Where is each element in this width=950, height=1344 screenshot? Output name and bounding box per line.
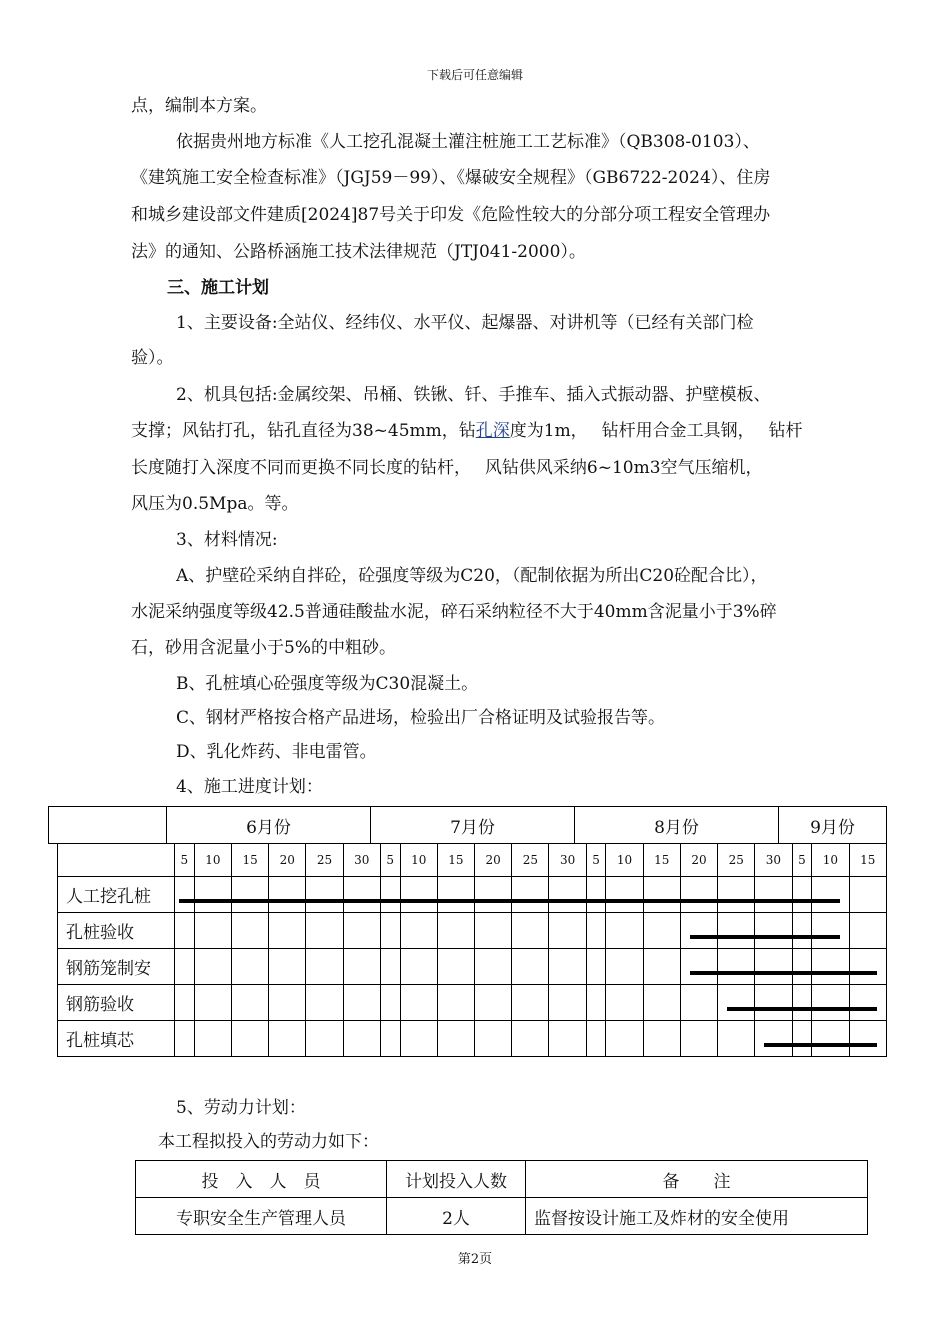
month-corner-cell [49,807,167,844]
grid-cell [175,877,195,913]
task-name: 钢筋笼制安 [58,949,175,985]
tick-label: 10 [194,844,231,877]
text-line [131,419,803,443]
grid-cell [849,1021,887,1057]
text-line: 点，编制本方案。 [131,96,267,116]
task-name: 人工挖孔桩 [58,877,175,913]
grid-cell [755,949,792,985]
text-span: 支撑；风钻打孔，钻孔直径为38~45mm，钻 [131,421,476,441]
task-bar [179,899,839,903]
labor-header-cell: 备 注 [526,1161,868,1198]
tick-label: 20 [269,844,306,877]
grid-cell [380,877,400,913]
text-line: 依据贵州地方标准《人工挖孔混凝土灌注桩施工工艺标准》（QB308-0103）、 [176,132,760,152]
grid-cell [380,1021,400,1057]
grid-cell [343,985,380,1021]
grid-cell [400,1021,437,1057]
labor-row [136,1198,868,1235]
tick-label: 20 [475,844,512,877]
labor-header-cell: 投 入 人 员 [136,1161,387,1198]
task-row [58,949,887,985]
text-line: 风压为0.5Mpa。等。 [131,494,299,514]
grid-cell [606,985,643,1021]
grid-cell [680,1021,717,1057]
grid-cell [643,1021,680,1057]
tick-label: 30 [755,844,792,877]
labor-role-cell: 专职安全生产管理人员 [136,1198,387,1235]
grid-cell [231,949,268,985]
month-cell: 7月份 [371,807,575,844]
grid-cell [475,985,512,1021]
text-span: 度为1m， 钻杆用合金工具钢， 钻杆 [509,421,803,441]
grid-cell [849,985,887,1021]
task-row [58,913,887,949]
text-line: D、乳化炸药、非电雷管。 [176,742,377,762]
text-line: 法》的通知、公路桥涵施工技术法律规范（JTJ041-2000）。 [131,242,586,262]
text-line: 1、主要设备:全站仪、经纬仪、水平仪、起爆器、对讲机等（已经有关部门检 [176,313,754,333]
grid-cell [718,985,755,1021]
grid-cell [437,1021,474,1057]
text-line: 2、机具包括:金属绞架、吊桶、铁锹、钎、手推车、插入式振动器、护壁模板、 [176,385,771,405]
tick-label: 10 [400,844,437,877]
text-line: B、孔桩填心砼强度等级为C30混凝土。 [176,674,479,694]
schedule-month-table [48,806,887,844]
tick-label: 25 [306,844,343,877]
grid-cell [549,985,586,1021]
grid-cell [549,877,586,913]
text-line: 5、劳动力计划： [176,1098,306,1118]
tick-label: 5 [380,844,400,877]
grid-cell [194,913,231,949]
tick-label: 15 [643,844,680,877]
grid-cell [175,1021,195,1057]
grid-cell [512,913,549,949]
grid-cell [812,985,849,1021]
grid-cell [194,985,231,1021]
labor-table [135,1160,868,1235]
page-header: 下载后可任意编辑 [426,68,523,82]
grid-cell [755,1021,792,1057]
grid-cell [400,985,437,1021]
grid-cell [343,1021,380,1057]
text-line: 石，砂用含泥量小于5%的中粗砂。 [131,638,396,658]
grid-cell [586,877,606,913]
grid-cell [175,913,195,949]
labor-header-row [136,1161,868,1198]
grid-cell [475,949,512,985]
text-line: C、钢材严格按合格产品进场，检验出厂合格证明及试验报告等。 [176,708,666,728]
grid-cell [475,913,512,949]
tick-label: 5 [175,844,195,877]
grid-cell [606,877,643,913]
schedule-gantt-table [57,843,887,1057]
grid-cell [549,913,586,949]
grid-cell [606,913,643,949]
grid-cell [755,985,792,1021]
grid-cell [549,1021,586,1057]
grid-cell [437,877,474,913]
grid-cell [812,949,849,985]
grid-cell [643,913,680,949]
grid-cell [792,949,812,985]
grid-cell [380,949,400,985]
tick-label: 15 [437,844,474,877]
grid-cell [306,985,343,1021]
grid-cell [437,913,474,949]
task-bar [727,1007,877,1011]
grid-cell [512,877,549,913]
text-line: 3、材料情况: [176,530,278,550]
grid-cell [792,877,812,913]
grid-cell [343,877,380,913]
grid-cell [680,877,717,913]
task-bar [764,1043,877,1047]
tick-corner-cell [58,844,175,877]
grid-cell [849,913,887,949]
grid-cell [343,949,380,985]
task-row [58,985,887,1021]
grid-cell [269,1021,306,1057]
grid-cell [586,913,606,949]
grid-cell [643,985,680,1021]
grid-cell [175,985,195,1021]
grid-cell [812,877,849,913]
grid-cell [792,985,812,1021]
text-line: A、护壁砼采纳自拌砼，砼强度等级为C20，（配制依据为所出C20砼配合比）， [176,566,768,586]
tick-label: 15 [231,844,268,877]
grid-cell [512,949,549,985]
grid-cell [194,949,231,985]
grid-cell [586,949,606,985]
task-row [58,1021,887,1057]
grid-cell [231,913,268,949]
grid-cell [755,913,792,949]
task-bar [690,935,840,939]
grid-cell [437,949,474,985]
grid-cell [606,1021,643,1057]
grid-cell [849,949,887,985]
task-bar [690,971,877,975]
grid-cell [680,949,717,985]
grid-cell [643,877,680,913]
tick-label: 5 [792,844,812,877]
grid-cell [400,949,437,985]
grid-cell [643,949,680,985]
grid-cell [400,877,437,913]
grid-cell [755,877,792,913]
grid-cell [380,985,400,1021]
tick-label: 25 [512,844,549,877]
grid-cell [269,949,306,985]
text-line: 和城乡建设部文件建质[2024]87号关于印发《危险性较大的分部分项工程安全管理办 [131,205,771,225]
grid-cell [231,877,268,913]
grid-cell [269,877,306,913]
section-heading: 三、施工计划 [167,278,269,298]
labor-header-cell: 计划投入人数 [387,1161,526,1198]
grid-cell [269,913,306,949]
month-cell: 6月份 [167,807,371,844]
grid-cell [680,985,717,1021]
text-line: 本工程拟投入的劳动力如下： [158,1132,379,1152]
grid-cell [718,1021,755,1057]
grid-cell [380,913,400,949]
task-row [58,877,887,913]
grid-cell [792,913,812,949]
tick-row [58,844,887,877]
tick-label: 30 [549,844,586,877]
grid-cell [194,1021,231,1057]
grid-cell [586,985,606,1021]
task-name: 孔桩填芯 [58,1021,175,1057]
hole-depth-link[interactable]: 孔深 [475,421,510,441]
task-name: 孔桩验收 [58,913,175,949]
tick-label: 10 [606,844,643,877]
grid-cell [194,877,231,913]
grid-cell [586,1021,606,1057]
task-name: 钢筋验收 [58,985,175,1021]
tick-label: 30 [343,844,380,877]
tick-label: 15 [849,844,887,877]
grid-cell [812,913,849,949]
labor-count-cell: 2人 [387,1198,526,1235]
grid-cell [475,877,512,913]
grid-cell [718,913,755,949]
grid-cell [849,877,887,913]
grid-cell [812,1021,849,1057]
grid-cell [512,1021,549,1057]
tick-label: 5 [586,844,606,877]
grid-cell [231,985,268,1021]
grid-cell [437,985,474,1021]
grid-cell [680,913,717,949]
grid-cell [306,1021,343,1057]
grid-cell [549,949,586,985]
text-line: 《建筑施工安全检查标准》（JGJ59－99）、《爆破安全规程》（GB6722-2024）、住房 [131,168,771,188]
grid-cell [306,877,343,913]
text-line: 验）。 [131,348,174,368]
month-cell: 8月份 [575,807,779,844]
page-footer: 第2页 [457,1252,493,1267]
tick-label: 10 [812,844,849,877]
text-line: 长度随打入深度不同而更换不同长度的钻杆， 风钻供风采纳6~10m3空气压缩机， [131,458,763,478]
grid-cell [306,949,343,985]
grid-cell [606,949,643,985]
tick-label: 20 [680,844,717,877]
text-line: 水泥采纳强度等级42.5普通硅酸盐水泥，碎石采纳粒径不大于40mm含泥量小于3%碎 [131,602,777,622]
grid-cell [343,913,380,949]
grid-cell [475,1021,512,1057]
grid-cell [718,877,755,913]
grid-cell [269,985,306,1021]
grid-cell [231,1021,268,1057]
grid-cell [400,913,437,949]
grid-cell [792,1021,812,1057]
month-cell: 9月份 [779,807,887,844]
grid-cell [306,913,343,949]
text-line: 4、施工进度计划： [176,777,323,797]
grid-cell [512,985,549,1021]
grid-cell [718,949,755,985]
tick-label: 25 [718,844,755,877]
labor-note-cell: 监督按设计施工及炸材的安全使用 [526,1198,868,1235]
grid-cell [175,949,195,985]
